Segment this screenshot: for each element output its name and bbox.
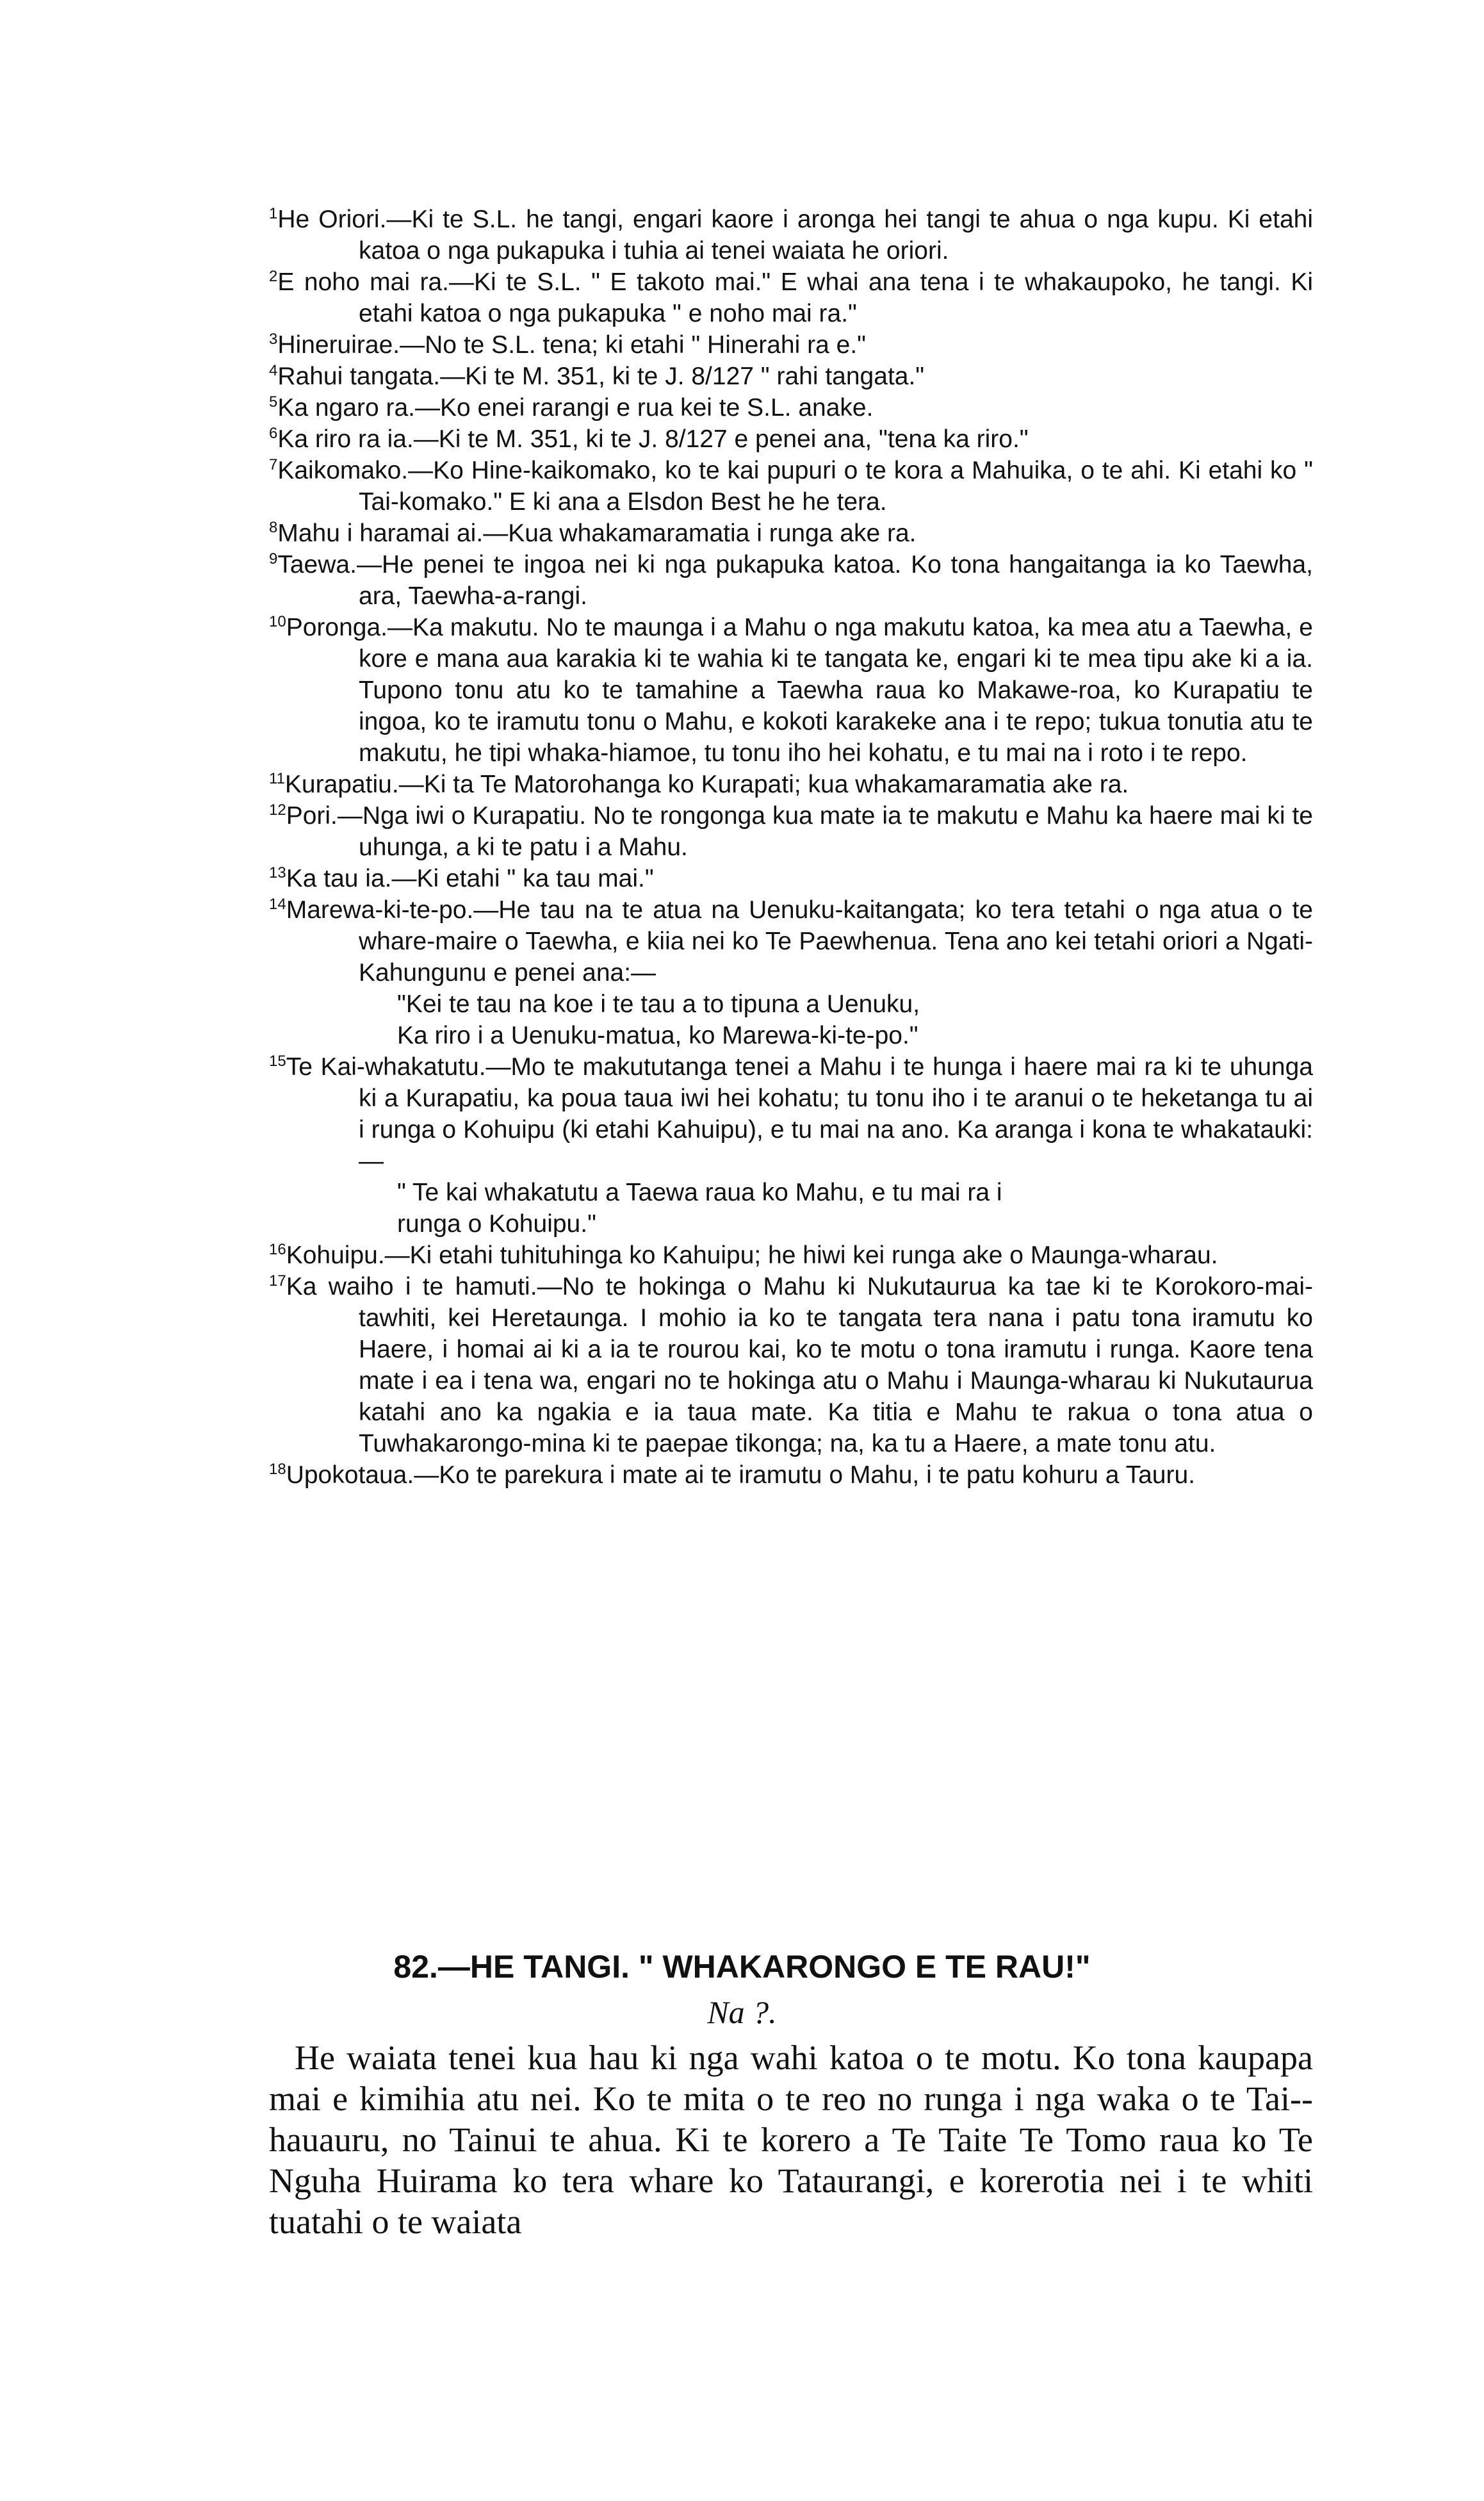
footnote-head: Te Kai-whakatutu. (286, 1053, 486, 1081)
footnote-number: 6 (269, 425, 278, 442)
footnote-head: Ka ngaro ra. (277, 394, 415, 422)
quoted-verse-line: Ka riro i a Uenuku-matua, ko Marewa-ki-te-po." (397, 1022, 918, 1049)
footnote-6 (269, 423, 1313, 455)
footnote-text: —He tau na te atua na Uenuku-kaitangata; ko tera tetahi o nga atua o te whare-maire o Taewha, e kiia nei ko Te Paewhenua. Tena ano kei tetahi oriori a Ngati-Kahungunu e penei ana:— (359, 896, 1313, 987)
footnote-text: —Ki te S.L. " E takoto mai." E whai ana tena i te whakaupoko, he tangi. Ki etahi katoa o nga pukapuka " e noho mai ra." (359, 268, 1313, 327)
footnote-text: —Ki etahi tuhituhinga ko Kahuipu; he hiwi kei runga ake o Maunga-wharau. (384, 1242, 1218, 1269)
footnote-number: 11 (269, 770, 285, 787)
footnote-number: 2 (269, 268, 278, 285)
footnote-head: Marewa-ki-te-po. (286, 896, 474, 924)
footnote-number: 17 (269, 1272, 286, 1290)
footnote-5 (269, 392, 1313, 423)
footnote-head: Ka tau ia. (286, 865, 392, 892)
footnote-head: Pori. (286, 802, 338, 830)
footnote-text: —Kua whakamaramatia i runga ake ra. (483, 520, 917, 547)
footnote-text: —No te S.L. tena; ki etahi " Hinerahi ra e." (400, 331, 867, 359)
footnote-1 (269, 204, 1313, 266)
footnote-12 (269, 800, 1313, 863)
quoted-verse-line: "Kei te tau na koe i te tau a to tipuna a Uenuku, (397, 990, 920, 1018)
footnote-number: 13 (269, 864, 286, 882)
footnote-8 (269, 518, 1313, 549)
footnote-text: —Ko Hine-kaikomako, ko te kai pupuri o te kora a Mahuika, o te ahi. Ki etahi ko " Tai-komako." E ki ana a Elsdon Best he he tera. (359, 457, 1313, 516)
footnote-head: Kaikomako. (277, 457, 409, 484)
footnote-number: 15 (269, 1053, 286, 1070)
footnote-head: He Oriori. (277, 206, 387, 233)
footnote-text: —Ki etahi " ka tau mai." (391, 865, 654, 892)
song-author: Na ?. (707, 1994, 777, 2030)
song-introduction: He waiata tenei kua hau ki nga wahi katoa o te motu. Ko tona kaupapa mai e kimihia atu nei. Ko te mita o te reo no runga i nga waka o te Tai--hauauru, no Tainui te ahua. Ki te korero a Te Taite Te Tomo raua ko Te Nguha Huirama ko tera whare ko Tataurangi, e korerotia nei i te whiti tuatahi o te waiata (269, 2038, 1313, 2241)
footnote-head: Ka waiho i te hamuti. (286, 1273, 537, 1300)
footnote-16 (269, 1240, 1313, 1271)
footnote-15 (269, 1051, 1313, 1177)
footnote-text: —Ko te parekura i mate ai te iramutu o Mahu, i te patu kohuru a Tauru. (414, 1461, 1195, 1489)
footnote-11 (269, 769, 1313, 800)
footnote-13 (269, 863, 1313, 894)
footnote-number: 1 (269, 205, 278, 222)
footnote-number: 10 (269, 613, 286, 630)
footnote-text: —Ki ta Te Matorohanga ko Kurapati; kua whakamaramatia ake ra. (398, 771, 1129, 798)
footnote-text: —Nga iwi o Kurapatiu. No te rongonga kua mate ia te makutu e Mahu ka haere mai ki te uhunga, a ki te patu i a Mahu. (337, 802, 1313, 861)
quoted-proverb-line: " Te kai whakatutu a Taewa raua ko Mahu, e tu mai ra i (397, 1179, 1002, 1206)
footnote-head: Mahu i haramai ai. (277, 520, 484, 547)
footnote-head: E noho mai ra. (277, 268, 450, 296)
footnote-number: 18 (269, 1461, 286, 1478)
footnote-number: 4 (269, 362, 278, 379)
footnote-head: Poronga. (286, 614, 387, 641)
footnote-text: —Mo te makututanga tenei a Mahu i te hunga i haere mai ra ki te uhunga ki a Kurapatiu, ka poua taua iwi hei kohatu; tu tonu iho i te aranui o te heketanga tu ai i runga o Kohuipu (ki etahi Kahuipu), e tu mai na ano. Ka aranga i kona te whakatauki:— (359, 1053, 1313, 1175)
footnote-number: 16 (269, 1241, 286, 1258)
footnote-head: Kohuipu. (286, 1242, 385, 1269)
footnote-7 (269, 455, 1313, 518)
footnote-head: Taewa. (277, 551, 357, 578)
footnote-number: 5 (269, 393, 278, 411)
song-title: 82.—HE TANGI. " WHAKARONGO E TE RAU!" (393, 1949, 1091, 1985)
footnote-head: Upokotaua. (286, 1461, 414, 1489)
footnote-text: —No te hokinga o Mahu ki Nukutaurua ka tae ki te Korokoro-mai-tawhiti, kei Heretaunga. I mohio ia ko te tangata tera nana i patu tona iramutu ko Haere, i homai ai ki a ia te rourou kai, ko te motu o tona iramutu i runga. Kaore tena mate i ea i tena wa, engari no te hokinga atu o Mahu i Maunga-wharau ki Nukutaurua katahi ano ka ngakia e ia taua mate. Ka titia e Mahu te rakua o tona atua o Tuwhakarongo-mina ki te paepae tikonga; na, ka tu a Haere, a mate tonu atu. (359, 1273, 1313, 1457)
footnote-17 (269, 1271, 1313, 1459)
quoted-proverb-line: runga o Kohuipu." (397, 1210, 596, 1238)
footnote-text: —Ki te M. 351, ki te J. 8/127 " rahi tangata." (440, 363, 925, 390)
footnote-3 (269, 329, 1313, 361)
footnote-4 (269, 361, 1313, 392)
footnote-number: 9 (269, 550, 278, 568)
footnote-number: 3 (269, 331, 278, 348)
footnote-head: Rahui tangata. (277, 363, 441, 390)
footnote-text: —He penei te ingoa nei ki nga pukapuka katoa. Ko tona hangaitanga ia ko Taewha, ara, Taewha-a-rangi. (356, 551, 1313, 610)
footnote-text: —Ki te S.L. he tangi, engari kaore i aronga hei tangi te ahua o nga kupu. Ki etahi katoa o nga pukapuka i tuhia ai tenei waiata he oriori. (359, 206, 1313, 265)
footnote-number: 14 (269, 896, 286, 913)
footnote-10 (269, 612, 1313, 769)
footnote-2 (269, 266, 1313, 329)
footnote-number: 7 (269, 456, 278, 473)
footnote-14 (269, 894, 1313, 988)
footnote-text: —Ka makutu. No te maunga i a Mahu o nga makutu katoa, ka mea atu a Taewha, e kore e mana aua karakia ki te wahia ki te tangata ke, engari ki te mea tipu ake ki a ia. Tupono tonu atu ko te tamahine a Taewha raua ko Makawe-roa, ko Kurapatiu te ingoa, ko te iramutu tonu o Mahu, e kokoti karakeke ana i te repo; tukua tonutia atu te makutu, he tipi whaka-hiamoe, tu tonu iho hei kohatu, e tu mai na i roto i te repo. (359, 614, 1313, 767)
footnote-9 (269, 549, 1313, 612)
footnote-head: Hineruirae. (277, 331, 400, 359)
footnotes (269, 204, 1313, 1491)
footnote-head: Ka riro ra ia. (277, 425, 414, 453)
footnote-head: Kurapatiu. (284, 771, 399, 798)
footnote-text: —Ko enei rarangi e rua kei te S.L. anake. (415, 394, 874, 422)
footnote-18 (269, 1459, 1313, 1491)
footnote-number: 8 (269, 519, 278, 536)
footnote-number: 12 (269, 801, 286, 819)
footnote-text: —Ki te M. 351, ki te J. 8/127 e penei ana, "tena ka riro." (413, 425, 1029, 453)
